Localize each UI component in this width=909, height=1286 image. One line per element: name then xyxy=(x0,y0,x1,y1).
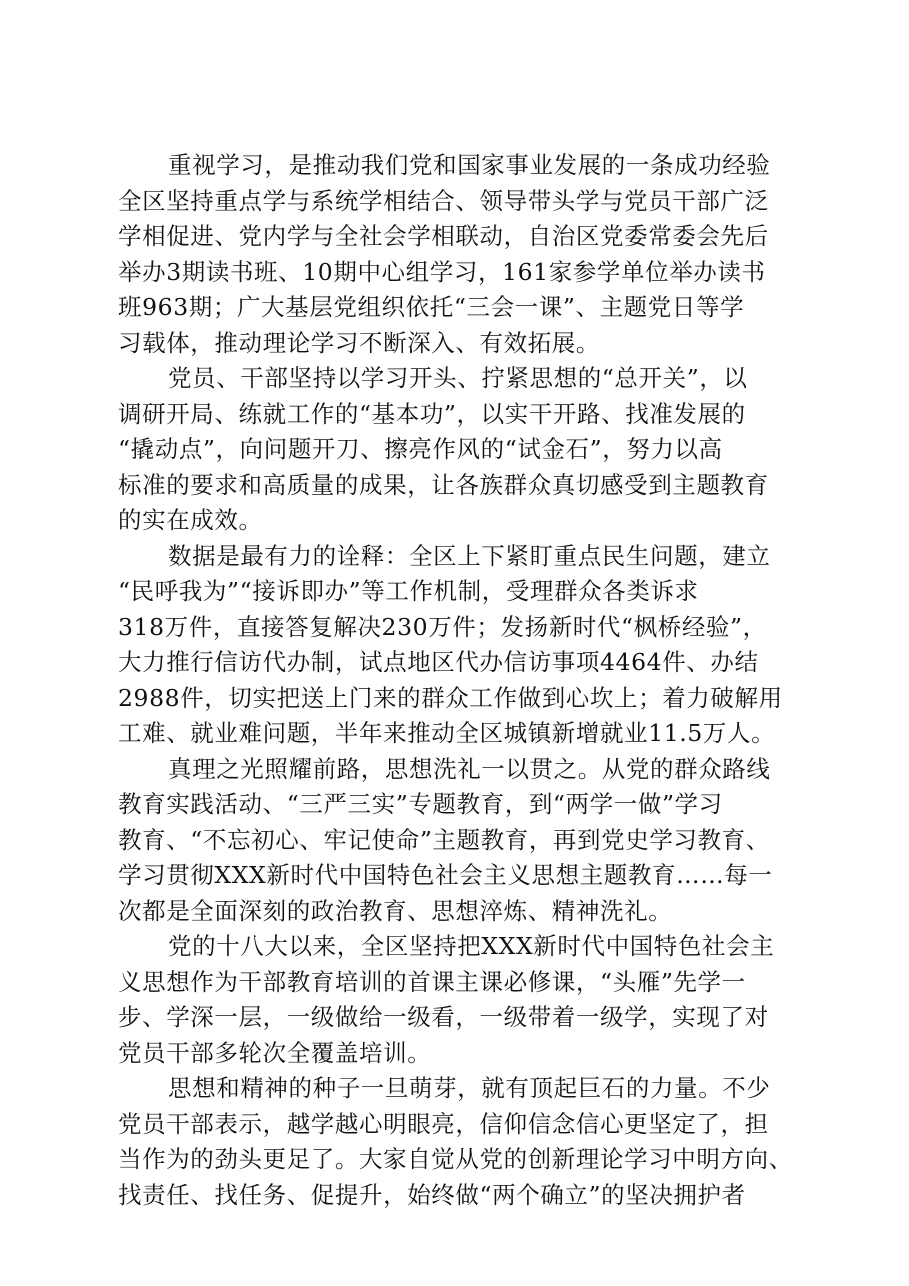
text-line: 党员干部多轮次全覆盖培训。 xyxy=(118,1038,432,1067)
text-line: “民呼我为”“接诉即办”等工作机制，受理群众各类诉求 xyxy=(118,577,699,605)
text-line: 318万件，直接答复解决230万件；发扬新时代“枫桥经验”， xyxy=(118,612,767,641)
text-line: 的实在成效。 xyxy=(118,506,263,534)
text-line: 工难、就业难问题，半年来推动全区城镇新增就业11.5万人。 xyxy=(118,719,776,747)
text-line: 标准的要求和高质量的成果，让各族群众真切感受到主题教育 xyxy=(118,470,769,499)
text-line: 次都是全面深刻的政治教育、思想淬炼、精神洗礼。 xyxy=(118,896,673,925)
paragraph xyxy=(118,929,802,1071)
text-line: 班963期；广大基层党组织依托“三会一课”、主题党日等学 xyxy=(118,293,745,321)
paragraph xyxy=(118,361,802,539)
text-line: 重视学习，是推动我们党和国家事业发展的一条成功经验 xyxy=(168,151,771,179)
text-line: 党员干部表示，越学越心明眼亮，信仰信念信心更坚定了，担 xyxy=(118,1109,769,1138)
text-line: 真理之光照耀前路，思想洗礼一以贯之。从党的群众路线 xyxy=(168,754,771,783)
text-line: 步、学深一层，一级做给一级看，一级带着一级学，实现了对 xyxy=(118,1003,769,1031)
text-line: 学习贯彻XXX新时代中国特色社会主义思想主题教育……每一 xyxy=(118,861,773,889)
text-line: 学相促进、党内学与全社会学相联动，自治区党委常委会先后 xyxy=(118,222,769,250)
paragraph xyxy=(118,539,802,752)
text-line: 调研开局、练就工作的“基本功”，以实干开路、找准发展的 xyxy=(118,399,746,428)
text-line: 义思想作为干部教育培训的首课主课必修课，“头雁”先学一 xyxy=(118,967,746,996)
text-line: 习载体，推动理论学习不断深入、有效拓展。 xyxy=(118,328,600,357)
text-line: 党的十八大以来，全区坚持把XXX新时代中国特色社会主 xyxy=(168,932,775,960)
text-line: 数据是最有力的诠释：全区上下紧盯重点民生问题，建立 xyxy=(168,541,771,570)
paragraph xyxy=(118,1071,802,1213)
text-line: 教育、“不忘初心、牢记使命”主题教育，再到党史学习教育、 xyxy=(118,825,770,854)
paragraph xyxy=(118,752,802,930)
paragraph xyxy=(118,148,802,361)
text-line: 2988件，切实把送上门来的群众工作做到心坎上；着力破解用 xyxy=(118,683,783,712)
text-line: 教育实践活动、“三严三实”专题教育，到“两学一做”学习 xyxy=(118,790,723,818)
text-line: 全区坚持重点学与系统学相结合、领导带头学与党员干部广泛 xyxy=(118,186,769,215)
text-line: “撬动点”，向问题开刀、擦亮作风的“试金石”，努力以高 xyxy=(118,435,723,463)
text-line: 举办3期读书班、10期中心组学习，161家参学单位举办读书 xyxy=(118,257,766,286)
document-body xyxy=(118,148,802,1213)
text-line: 当作为的劲头更足了。大家自觉从党的创新理论学习中明方向、 xyxy=(118,1145,793,1173)
text-line: 找责任、找任务、促提升，始终做“两个确立”的坚决拥护者 xyxy=(118,1180,746,1209)
text-line: 思想和精神的种子一旦萌芽，就有顶起巨石的力量。不少 xyxy=(168,1074,771,1102)
text-line: 党员、干部坚持以学习开头、拧紧思想的“总开关”，以 xyxy=(168,364,748,392)
text-line: 大力推行信访代办制，试点地区代办信访事项4464件、办结 xyxy=(118,648,759,676)
